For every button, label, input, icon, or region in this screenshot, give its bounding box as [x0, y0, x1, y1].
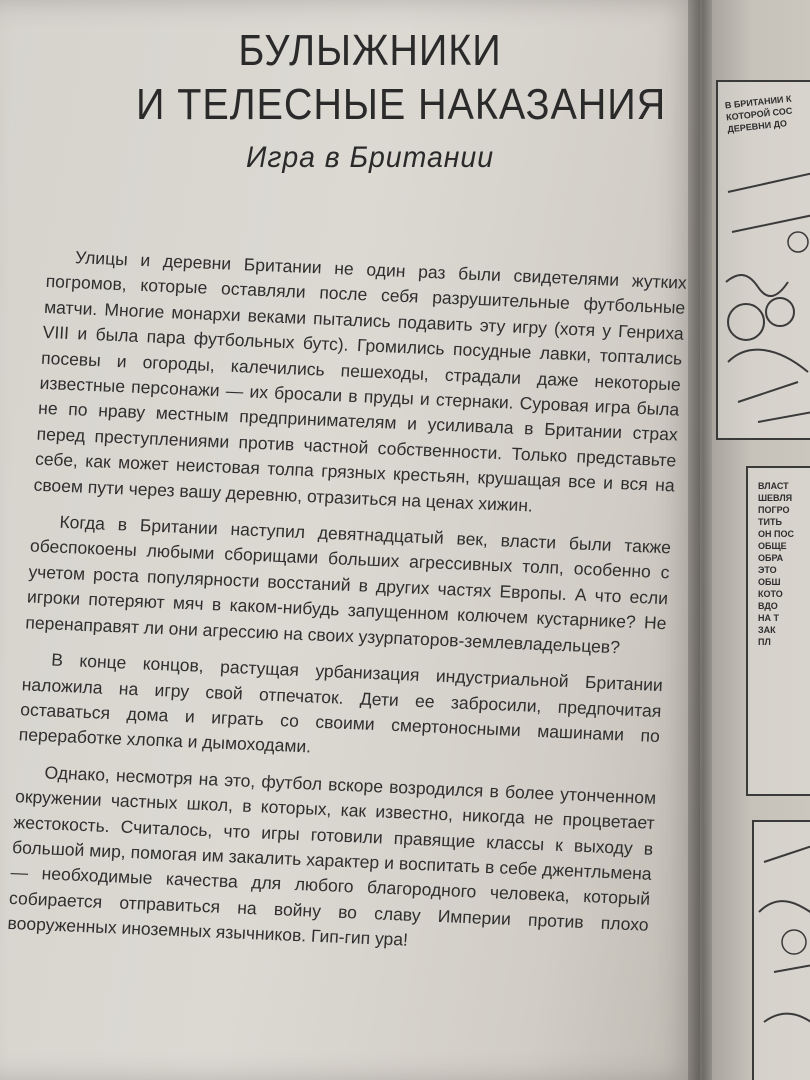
top-caption-line: КОТОРОЙ СОС — [725, 105, 793, 123]
top-caption-line: В БРИТАНИИ К — [724, 93, 792, 111]
paragraph-3: В конце концов, растущая урбанизация индустриальной Британии наложила на игру свой отпечаток. Дети ее забросили, предпочитая оставаться дома и играть со своими смертоносными машинами по переработке хлопка и дымоходами. — [18, 649, 664, 757]
title-line-1: БУЛЫЖНИКИ — [238, 26, 502, 75]
top-caption-line: ДЕРЕВНИ ДО — [726, 118, 788, 135]
middle-caption-line: НА Т — [758, 613, 779, 623]
paragraph-4: Однако, несмотря на это, футбол вскоре возродился в более утонченном окружении частных школ, в которых, как известно, никогда не процветает жестокость. Считалось, что игры готовили правящие классы к выходу в большой мир, помогая им закалить характер и воспитать в себе джентльмена — необходимые качества для любого благородного человека, который собирается отправиться на войну во славу Империи против плохо вооруженных иноземных язычников. Гип-гип ура! — [7, 762, 657, 950]
paragraph-2: Когда в Британии наступил девятнадцатый век, власти были также обеспокоены любыми сборищами больших агрессивных толп, особенно с учетом роста популярности восстаний в других частях Европы. А что если игроки потеряют мяч в каком-нибудь запущенном колючем кустарнике? Не перенаправят ли они агрессию на своих узурпаторов-землевладельцев? — [24, 511, 672, 657]
right-comic-page — [712, 0, 810, 1080]
comic-sketch-illustration — [754, 822, 810, 1080]
middle-caption-line: ОН ПОС — [758, 529, 794, 539]
middle-caption-line: ПЛ — [758, 637, 771, 647]
comic-panel-bottom — [752, 820, 810, 1080]
middle-caption-line: ШЕВЛЯ — [758, 493, 793, 503]
middle-caption-line: ТИТЬ — [758, 517, 782, 527]
middle-caption-line: ЗАК — [758, 625, 776, 635]
middle-caption — [758, 480, 794, 648]
middle-caption-line: ОБРА — [758, 553, 784, 563]
chapter-subtitle: Игра в Британии — [245, 141, 495, 174]
middle-caption-line: КОТО — [758, 589, 783, 599]
middle-caption-line: ОБЩЕ — [758, 541, 787, 551]
middle-caption-line: ОБШ — [758, 577, 781, 587]
body-text — [6, 244, 687, 974]
middle-caption-line: ЭТО — [758, 565, 777, 575]
title-line-2: И ТЕЛЕСНЫЕ НАКАЗАНИЯ — [136, 80, 667, 129]
middle-caption-line: ВДО — [758, 601, 778, 611]
paragraph-1: Улицы и деревни Британии не один раз были свидетелями жутких погромов, которые оставляли после себя разрушительные футбольные матчи. Многие монархи веками пытались подавить эту игру (хотя у Генриха VIII и была пара футбольных бутс). Громились посудные лавки, топтались посевы и огороды, калечились пешеходы, страдали даже некоторые известные персонажи — их бросали в пруды и стернаки. Суровая игра была не по нраву местным предпринимателям и усиливала в Британии страх перед преступлениями против частной собственности. Только представьте себе, как может неистовая толпа грязных крестьян, крушащая все и вся на своем пути через вашу деревню, отразиться на ценах хижин. — [33, 247, 688, 516]
comic-panel-middle — [746, 466, 810, 796]
middle-caption-line: ВЛАСТ — [758, 481, 789, 491]
comic-crowd-illustration — [718, 82, 810, 442]
chapter-heading — [110, 24, 667, 178]
comic-panel-top — [716, 80, 810, 440]
middle-caption-line: ПОГРО — [758, 505, 790, 515]
